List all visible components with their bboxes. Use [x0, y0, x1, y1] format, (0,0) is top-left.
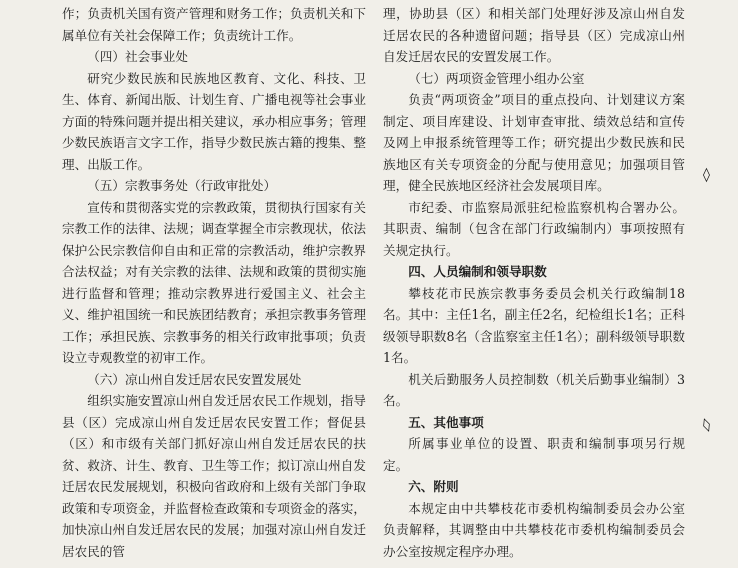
paragraph-discipline: 市纪委、市监察局派驻纪检监察机构合署办公。其职责、编制（包含在部门行政编制内）事项按照有关规定执行。 — [383, 199, 685, 258]
paragraph-liangshan: 组织实施安置凉山州自发迁居农民工作规划，指导县（区）完成凉山州自发迁居农民安置工作；督促县（区）和市级有关部门抓好凉山州自发迁居农民的扶贫、救济、计生、教育、卫生等工作；拟订凉山州自发迁居农民发展规划，积极向省政府和上级有关部门争取政策和专项资金，并监督检查政策和专项资金的落实，加快凉山州自发迁居农民的发展；加强对凉山州自发迁居农民的管 — [62, 393, 366, 559]
heading-liangshan: （六）凉山州自发迁居农民安置发展处 — [87, 371, 302, 387]
heading-social-affairs: （四）社会事业处 — [87, 49, 188, 64]
paragraph-continued-right: 理，协助县（区）和相关部门处理好涉及凉山州自发迁居农民的各种遗留问题；指导县（区）完成凉山州自发迁居农民的安置发展工作。 — [383, 6, 685, 64]
margin-mark: ◊ — [700, 416, 713, 434]
section-appendix: 六、附则 — [408, 479, 459, 494]
paragraph-religious-affairs: 宣传和贯彻落实党的宗教政策，贯彻执行国家有关宗教工作的法律、法规；调查掌握全市宗教现状，依法保护公民宗教信仰自由和正常的宗教活动，维护宗教界合法权益；对有关宗教的法律、法规和政策的贯彻实施进行监督和管理；推动宗教界进行爱国主义、社会主义、维护祖国统一和民族团结教育；承担宗教事务管理工作；承担民族、宗教事务的相关行政审批事项；负责设立寺观教堂的初审工作。 — [62, 199, 366, 365]
paragraph-staffing: 攀枝花市民族宗教事务委员会机关行政编制18名。其中：主任1名，副主任2名，纪检组长1名；正科级领导职数8名（含监察室主任1名）；副科级领导职数1名。 — [383, 285, 685, 365]
paragraph-other: 所属事业单位的设置、职责和编制事项另行规定。 — [383, 436, 685, 473]
paragraph-two-funds: 负责“两项资金”项目的重点投向、计划建议方案制定、项目库建设、计划审查审批、绩效总结和宣传及网上申报系统管理等工作；研究提出少数民族和民族地区有关专项资金的分配与使用意见；加强项目管理，健全民族地区经济社会发展项目库。 — [383, 92, 685, 193]
right-column — [383, 3, 685, 562]
paragraph-social-affairs: 研究少数民族和民族地区教育、文化、科技、卫生、体育、新闻出版、计划生育、广播电视等社会事业方面的特殊问题并提出相关建议，承办相应事务；管理少数民族语言文字工作，指导少数民族古籍的搜集、整理、出版工作。 — [62, 70, 366, 172]
heading-two-funds: （七）两项资金管理小组办公室 — [408, 70, 585, 86]
heading-religious-affairs: （五）宗教事务处（行政审批处） — [87, 178, 277, 193]
margin-mark: ◊ — [703, 167, 710, 183]
section-other: 五、其他事项 — [408, 414, 484, 430]
left-column — [62, 3, 366, 562]
paragraph-appendix: 本规定由中共攀枝花市委机构编制委员会办公室负责解释，其调整由中共攀枝花市委机构编制委员会办公室按规定程序办理。 — [383, 500, 685, 559]
paragraph-logistics: 机关后勤服务人员控制数（机关后勤事业编制）3名。 — [383, 371, 685, 408]
section-staffing: 四、人员编制和领导职数 — [408, 264, 547, 279]
paragraph-continued: 作；负责机关国有资产管理和财务工作；负责机关和下属单位有关社会保障工作；负责统计工作。 — [62, 6, 366, 43]
